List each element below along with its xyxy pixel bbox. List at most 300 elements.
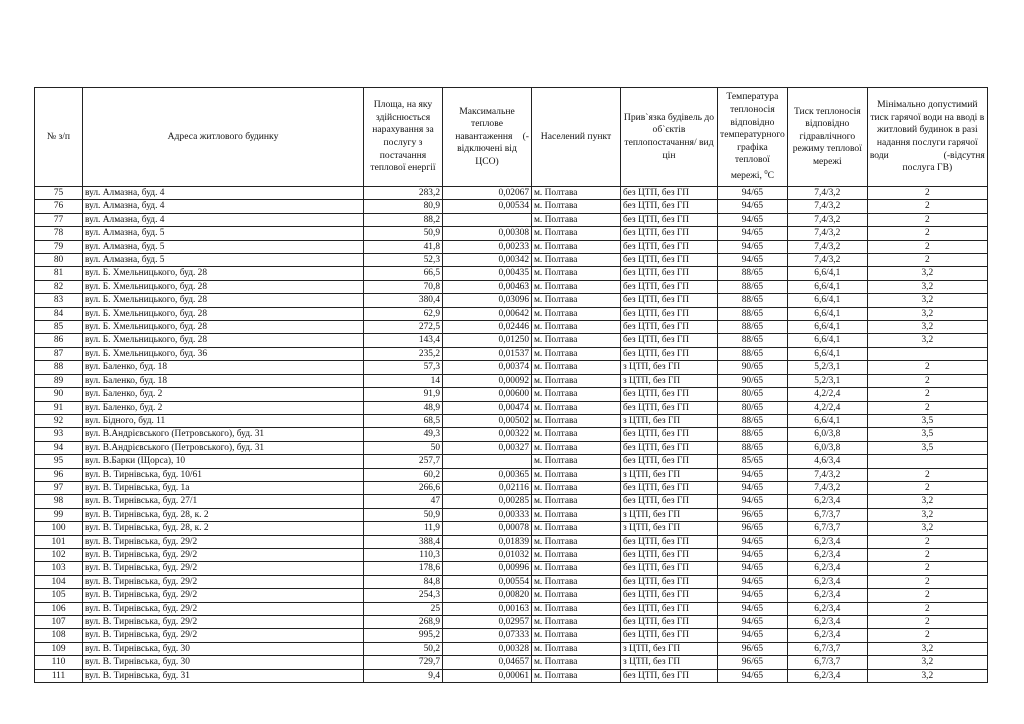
- cell-min-pressure: 2: [867, 213, 987, 226]
- cell-temperature: 94/65: [718, 468, 788, 481]
- cell-link: без ЦТП, без ГП: [621, 562, 718, 575]
- table-row: [35, 187, 988, 200]
- cell-load: 0,00328: [443, 642, 532, 655]
- cell-pressure: 6,2/3,4: [787, 562, 867, 575]
- cell-city: м. Полтава: [532, 642, 621, 655]
- header-load: [443, 88, 532, 187]
- table-row: [35, 562, 988, 575]
- cell-load: 0,00308: [443, 227, 532, 240]
- cell-link: без ЦТП, без ГП: [621, 441, 718, 454]
- header-link: Прив`язка будівель до об`єктів теплопостачання/ вид цін: [621, 88, 718, 187]
- cell-area: 272,5: [364, 321, 443, 334]
- cell-num: 99: [35, 508, 83, 521]
- cell-load: 0,02957: [443, 616, 532, 629]
- cell-link: без ЦТП, без ГП: [621, 589, 718, 602]
- cell-num: 103: [35, 562, 83, 575]
- cell-pressure: 6,6/4,1: [787, 414, 867, 427]
- cell-area: 178,6: [364, 562, 443, 575]
- cell-link: без ЦТП, без ГП: [621, 548, 718, 561]
- cell-num: 87: [35, 347, 83, 360]
- cell-temperature: 94/65: [718, 213, 788, 226]
- cell-num: 81: [35, 267, 83, 280]
- cell-city: м. Полтава: [532, 656, 621, 669]
- cell-min-pressure: 2: [867, 602, 987, 615]
- cell-temperature: 96/65: [718, 656, 788, 669]
- cell-city: м. Полтава: [532, 495, 621, 508]
- cell-load: 0,01250: [443, 334, 532, 347]
- cell-num: 80: [35, 254, 83, 267]
- header-pressure: Тиск теплоносія відповідно гідравлічного режиму теплової мережі: [787, 88, 867, 187]
- cell-pressure: 6,2/3,4: [787, 535, 867, 548]
- cell-load: 0,02446: [443, 321, 532, 334]
- cell-load: 0,01032: [443, 548, 532, 561]
- cell-link: без ЦТП, без ГП: [621, 307, 718, 320]
- cell-min-pressure: 3,2: [867, 642, 987, 655]
- cell-link: без ЦТП, без ГП: [621, 602, 718, 615]
- cell-num: 104: [35, 575, 83, 588]
- cell-num: 97: [35, 481, 83, 494]
- table-row: [35, 481, 988, 494]
- cell-address: вул. Б. Хмельницького, буд. 28: [83, 321, 364, 334]
- cell-min-pressure: 2: [867, 388, 987, 401]
- cell-load: 0,02067: [443, 187, 532, 200]
- cell-link: без ЦТП, без ГП: [621, 347, 718, 360]
- cell-temperature: 94/65: [718, 495, 788, 508]
- cell-pressure: 7,4/3,2: [787, 227, 867, 240]
- cell-min-pressure: 3,2: [867, 280, 987, 293]
- cell-pressure: 7,4/3,2: [787, 213, 867, 226]
- cell-area: 143,4: [364, 334, 443, 347]
- cell-load: 0,00285: [443, 495, 532, 508]
- cell-load: 0,07333: [443, 629, 532, 642]
- cell-city: м. Полтава: [532, 548, 621, 561]
- cell-link: з ЦТП, без ГП: [621, 642, 718, 655]
- cell-temperature: 88/65: [718, 441, 788, 454]
- cell-pressure: 6,7/3,7: [787, 522, 867, 535]
- cell-area: 88,2: [364, 213, 443, 226]
- cell-pressure: 7,4/3,2: [787, 254, 867, 267]
- cell-num: 77: [35, 213, 83, 226]
- table-header: [35, 88, 988, 187]
- table-row: [35, 227, 988, 240]
- cell-city: м. Полтава: [532, 307, 621, 320]
- cell-area: 52,3: [364, 254, 443, 267]
- cell-link: без ЦТП, без ГП: [621, 575, 718, 588]
- cell-link: з ЦТП, без ГП: [621, 361, 718, 374]
- cell-pressure: 5,2/3,1: [787, 374, 867, 387]
- cell-pressure: 6,2/3,4: [787, 629, 867, 642]
- cell-num: 78: [35, 227, 83, 240]
- cell-load: 0,00600: [443, 388, 532, 401]
- cell-pressure: 6,6/4,1: [787, 280, 867, 293]
- cell-load: 0,00474: [443, 401, 532, 414]
- table-row: [35, 602, 988, 615]
- cell-city: м. Полтава: [532, 441, 621, 454]
- cell-city: м. Полтава: [532, 374, 621, 387]
- cell-load: 0,00233: [443, 240, 532, 253]
- cell-pressure: 6,7/3,7: [787, 508, 867, 521]
- cell-load: 0,00820: [443, 589, 532, 602]
- table-row: [35, 642, 988, 655]
- cell-temperature: 96/65: [718, 522, 788, 535]
- cell-num: 105: [35, 589, 83, 602]
- cell-city: м. Полтава: [532, 589, 621, 602]
- cell-min-pressure: 2: [867, 361, 987, 374]
- cell-min-pressure: 3,2: [867, 307, 987, 320]
- table-row: [35, 200, 988, 213]
- cell-area: 50,9: [364, 508, 443, 521]
- cell-min-pressure: 3,5: [867, 441, 987, 454]
- cell-load: 0,00092: [443, 374, 532, 387]
- cell-link: без ЦТП, без ГП: [621, 629, 718, 642]
- cell-min-pressure: 2: [867, 200, 987, 213]
- table-row: [35, 535, 988, 548]
- cell-num: 102: [35, 548, 83, 561]
- cell-area: 70,8: [364, 280, 443, 293]
- cell-temperature: 94/65: [718, 240, 788, 253]
- cell-address: вул. В. Тирнівська, буд. 29/2: [83, 616, 364, 629]
- cell-address: вул. Б. Хмельницького, буд. 28: [83, 267, 364, 280]
- cell-pressure: 6,2/3,4: [787, 495, 867, 508]
- table-row: [35, 522, 988, 535]
- table-row: [35, 361, 988, 374]
- cell-load: 0,04657: [443, 656, 532, 669]
- cell-load: 0,00333: [443, 508, 532, 521]
- cell-min-pressure: 2: [867, 227, 987, 240]
- cell-num: 76: [35, 200, 83, 213]
- cell-load: 0,01839: [443, 535, 532, 548]
- cell-temperature: 94/65: [718, 535, 788, 548]
- cell-city: м. Полтава: [532, 414, 621, 427]
- table-row: [35, 294, 988, 307]
- cell-address: вул. Баленко, буд. 2: [83, 401, 364, 414]
- cell-load: 0,00463: [443, 280, 532, 293]
- cell-num: 107: [35, 616, 83, 629]
- table-row: [35, 616, 988, 629]
- header-temp-unit: C: [767, 169, 774, 181]
- cell-load: 0,00163: [443, 602, 532, 615]
- cell-area: 995,2: [364, 629, 443, 642]
- cell-load: 0,00365: [443, 468, 532, 481]
- cell-num: 98: [35, 495, 83, 508]
- cell-area: 57,3: [364, 361, 443, 374]
- cell-min-pressure: 3,2: [867, 522, 987, 535]
- table-row: [35, 321, 988, 334]
- cell-address: вул. В. Тирнівська, буд. 29/2: [83, 629, 364, 642]
- cell-num: 94: [35, 441, 83, 454]
- cell-load: [443, 455, 532, 468]
- cell-city: м. Полтава: [532, 321, 621, 334]
- table-row: [35, 414, 988, 427]
- cell-area: 729,7: [364, 656, 443, 669]
- cell-link: з ЦТП, без ГП: [621, 374, 718, 387]
- cell-num: 96: [35, 468, 83, 481]
- cell-load: 0,00642: [443, 307, 532, 320]
- header-min-end: послуга ГВ): [902, 162, 953, 174]
- cell-pressure: 7,4/3,2: [787, 240, 867, 253]
- cell-area: 41,8: [364, 240, 443, 253]
- cell-area: 110,3: [364, 548, 443, 561]
- cell-city: м. Полтава: [532, 347, 621, 360]
- cell-load: 0,00342: [443, 254, 532, 267]
- cell-address: вул. Алмазна, буд. 5: [83, 240, 364, 253]
- cell-pressure: 6,2/3,4: [787, 616, 867, 629]
- table-row: [35, 254, 988, 267]
- cell-link: без ЦТП, без ГП: [621, 535, 718, 548]
- table-body: [35, 187, 988, 683]
- header-address: Адреса житлового будинку: [83, 88, 364, 187]
- cell-load: 0,00322: [443, 428, 532, 441]
- cell-area: 49,3: [364, 428, 443, 441]
- cell-pressure: 7,4/3,2: [787, 468, 867, 481]
- cell-link: без ЦТП, без ГП: [621, 388, 718, 401]
- cell-min-pressure: 3,2: [867, 508, 987, 521]
- cell-temperature: 80/65: [718, 401, 788, 414]
- cell-min-pressure: [867, 347, 987, 360]
- cell-city: м. Полтава: [532, 575, 621, 588]
- table-row: [35, 508, 988, 521]
- cell-link: з ЦТП, без ГП: [621, 522, 718, 535]
- cell-num: 95: [35, 455, 83, 468]
- cell-area: 380,4: [364, 294, 443, 307]
- header-temp-sup: 0: [764, 168, 768, 176]
- cell-area: 11,9: [364, 522, 443, 535]
- cell-pressure: 5,2/3,1: [787, 361, 867, 374]
- cell-load: 0,03096: [443, 294, 532, 307]
- cell-load: 0,00061: [443, 669, 532, 682]
- cell-min-pressure: 2: [867, 575, 987, 588]
- cell-min-pressure: 3,2: [867, 294, 987, 307]
- cell-link: без ЦТП, без ГП: [621, 227, 718, 240]
- cell-load: 0,00554: [443, 575, 532, 588]
- cell-address: вул. Баленко, буд. 18: [83, 361, 364, 374]
- cell-city: м. Полтава: [532, 388, 621, 401]
- cell-num: 83: [35, 294, 83, 307]
- header-area: Площа, на яку здійснюється нарахування за послугу з постачання теплової енергії: [364, 88, 443, 187]
- cell-city: м. Полтава: [532, 401, 621, 414]
- cell-address: вул. В.Андрієвського (Петровського), буд. 31: [83, 441, 364, 454]
- cell-num: 79: [35, 240, 83, 253]
- cell-num: 90: [35, 388, 83, 401]
- cell-min-pressure: 2: [867, 374, 987, 387]
- cell-load: 0,00078: [443, 522, 532, 535]
- cell-min-pressure: 2: [867, 616, 987, 629]
- header-min-tail: води (-відсутня: [869, 149, 985, 161]
- header-load-main: Максимальне теплове навантаження: [455, 105, 515, 142]
- cell-pressure: 6,6/4,1: [787, 307, 867, 320]
- cell-city: м. Полтава: [532, 562, 621, 575]
- cell-address: вул. Алмазна, буд. 4: [83, 200, 364, 213]
- cell-area: 25: [364, 602, 443, 615]
- cell-link: без ЦТП, без ГП: [621, 254, 718, 267]
- cell-city: м. Полтава: [532, 481, 621, 494]
- cell-link: з ЦТП, без ГП: [621, 468, 718, 481]
- cell-address: вул. Б. Хмельницького, буд. 28: [83, 280, 364, 293]
- cell-min-pressure: 2: [867, 535, 987, 548]
- cell-temperature: 94/65: [718, 602, 788, 615]
- cell-address: вул. В. Тирнівська, буд. 28, к. 2: [83, 508, 364, 521]
- cell-min-pressure: 2: [867, 240, 987, 253]
- cell-address: вул. В. Тирнівська, буд. 29/2: [83, 562, 364, 575]
- cell-temperature: 88/65: [718, 347, 788, 360]
- cell-city: м. Полтава: [532, 267, 621, 280]
- cell-min-pressure: 3,2: [867, 267, 987, 280]
- cell-area: 50,9: [364, 227, 443, 240]
- cell-area: 50: [364, 441, 443, 454]
- header-temperature: [718, 88, 788, 187]
- cell-num: 85: [35, 321, 83, 334]
- cell-temperature: 88/65: [718, 294, 788, 307]
- cell-address: вул. Б. Хмельницького, буд. 28: [83, 307, 364, 320]
- cell-pressure: 6,2/3,4: [787, 602, 867, 615]
- cell-temperature: 94/65: [718, 575, 788, 588]
- cell-pressure: 6,2/3,4: [787, 548, 867, 561]
- table-row: [35, 669, 988, 682]
- cell-area: 9,4: [364, 669, 443, 682]
- cell-pressure: 6,6/4,1: [787, 267, 867, 280]
- table-row: [35, 213, 988, 226]
- cell-min-pressure: 2: [867, 589, 987, 602]
- cell-area: 257,7: [364, 455, 443, 468]
- cell-min-pressure: 3,5: [867, 414, 987, 427]
- cell-city: м. Полтава: [532, 669, 621, 682]
- cell-address: вул. Алмазна, буд. 4: [83, 213, 364, 226]
- cell-min-pressure: 3,2: [867, 321, 987, 334]
- table-row: [35, 267, 988, 280]
- cell-address: вул. Б. Хмельницького, буд. 36: [83, 347, 364, 360]
- cell-area: 48,9: [364, 401, 443, 414]
- cell-pressure: 6,2/3,4: [787, 575, 867, 588]
- table-row: [35, 428, 988, 441]
- cell-city: м. Полтава: [532, 468, 621, 481]
- cell-city: м. Полтава: [532, 602, 621, 615]
- cell-load: 0,00996: [443, 562, 532, 575]
- cell-min-pressure: 2: [867, 254, 987, 267]
- cell-address: вул. В. Тирнівська, буд. 29/2: [83, 548, 364, 561]
- cell-city: м. Полтава: [532, 455, 621, 468]
- cell-min-pressure: 3,2: [867, 334, 987, 347]
- cell-pressure: 7,4/3,2: [787, 187, 867, 200]
- cell-link: з ЦТП, без ГП: [621, 508, 718, 521]
- cell-pressure: 6,6/4,1: [787, 294, 867, 307]
- table-row: [35, 468, 988, 481]
- cell-temperature: 94/65: [718, 187, 788, 200]
- cell-load: 0,02116: [443, 481, 532, 494]
- cell-area: 84,8: [364, 575, 443, 588]
- cell-city: м. Полтава: [532, 227, 621, 240]
- cell-load: 0,00327: [443, 441, 532, 454]
- cell-load: 0,00435: [443, 267, 532, 280]
- cell-pressure: 4,2/2,4: [787, 401, 867, 414]
- cell-temperature: 94/65: [718, 481, 788, 494]
- heating-table: [34, 87, 988, 683]
- cell-pressure: 6,0/3,8: [787, 428, 867, 441]
- cell-num: 106: [35, 602, 83, 615]
- cell-min-pressure: [867, 455, 987, 468]
- cell-link: без ЦТП, без ГП: [621, 213, 718, 226]
- cell-link: без ЦТП, без ГП: [621, 495, 718, 508]
- cell-min-pressure: 2: [867, 401, 987, 414]
- cell-address: вул. В. Тирнівська, буд. 27/1: [83, 495, 364, 508]
- cell-city: м. Полтава: [532, 240, 621, 253]
- table-row: [35, 401, 988, 414]
- cell-city: м. Полтава: [532, 361, 621, 374]
- cell-link: без ЦТП, без ГП: [621, 267, 718, 280]
- cell-temperature: 88/65: [718, 414, 788, 427]
- cell-area: 283,2: [364, 187, 443, 200]
- cell-address: вул. В. Тирнівська, буд. 30: [83, 642, 364, 655]
- cell-address: вул. Алмазна, буд. 5: [83, 227, 364, 240]
- cell-temperature: 88/65: [718, 307, 788, 320]
- cell-load: 0,00534: [443, 200, 532, 213]
- cell-city: м. Полтава: [532, 616, 621, 629]
- cell-city: м. Полтава: [532, 200, 621, 213]
- cell-num: 75: [35, 187, 83, 200]
- cell-num: 82: [35, 280, 83, 293]
- cell-link: без ЦТП, без ГП: [621, 280, 718, 293]
- table-row: [35, 334, 988, 347]
- cell-load: 0,00502: [443, 414, 532, 427]
- cell-pressure: 6,6/4,1: [787, 347, 867, 360]
- cell-min-pressure: 3,2: [867, 495, 987, 508]
- cell-min-pressure: 2: [867, 481, 987, 494]
- cell-address: вул. В. Тирнівська, буд. 29/2: [83, 602, 364, 615]
- cell-link: без ЦТП, без ГП: [621, 401, 718, 414]
- cell-temperature: 88/65: [718, 428, 788, 441]
- cell-pressure: 4,6/3,4: [787, 455, 867, 468]
- cell-link: з ЦТП, без ГП: [621, 414, 718, 427]
- cell-num: 89: [35, 374, 83, 387]
- cell-city: м. Полтава: [532, 508, 621, 521]
- cell-num: 88: [35, 361, 83, 374]
- cell-num: 86: [35, 334, 83, 347]
- cell-city: м. Полтава: [532, 280, 621, 293]
- cell-min-pressure: 2: [867, 629, 987, 642]
- cell-area: 268,9: [364, 616, 443, 629]
- cell-temperature: 88/65: [718, 321, 788, 334]
- cell-temperature: 90/65: [718, 374, 788, 387]
- table-row: [35, 548, 988, 561]
- header-load-tail: відключені від ЦСО): [457, 143, 517, 167]
- cell-address: вул. В. Тирнівська, буд. 10/61: [83, 468, 364, 481]
- cell-load: 0,01537: [443, 347, 532, 360]
- cell-min-pressure: 3,2: [867, 656, 987, 669]
- header-load-dash: (-: [522, 130, 529, 142]
- cell-min-pressure: 2: [867, 548, 987, 561]
- table-row: [35, 589, 988, 602]
- cell-address: вул. В. Тирнівська, буд. 1а: [83, 481, 364, 494]
- cell-city: м. Полтава: [532, 213, 621, 226]
- cell-link: без ЦТП, без ГП: [621, 240, 718, 253]
- cell-city: м. Полтава: [532, 535, 621, 548]
- cell-link: без ЦТП, без ГП: [621, 616, 718, 629]
- cell-city: м. Полтава: [532, 254, 621, 267]
- cell-link: без ЦТП, без ГП: [621, 428, 718, 441]
- cell-link: з ЦТП, без ГП: [621, 656, 718, 669]
- cell-temperature: 80/65: [718, 388, 788, 401]
- cell-load: 0,00374: [443, 361, 532, 374]
- cell-num: 91: [35, 401, 83, 414]
- cell-pressure: 6,2/3,4: [787, 669, 867, 682]
- cell-city: м. Полтава: [532, 187, 621, 200]
- cell-link: без ЦТП, без ГП: [621, 200, 718, 213]
- cell-pressure: 4,2/2,4: [787, 388, 867, 401]
- cell-address: вул. В. Тирнівська, буд. 29/2: [83, 575, 364, 588]
- cell-link: без ЦТП, без ГП: [621, 334, 718, 347]
- table-row: [35, 629, 988, 642]
- cell-address: вул. Алмазна, буд. 4: [83, 187, 364, 200]
- header-city: Населений пункт: [532, 88, 621, 187]
